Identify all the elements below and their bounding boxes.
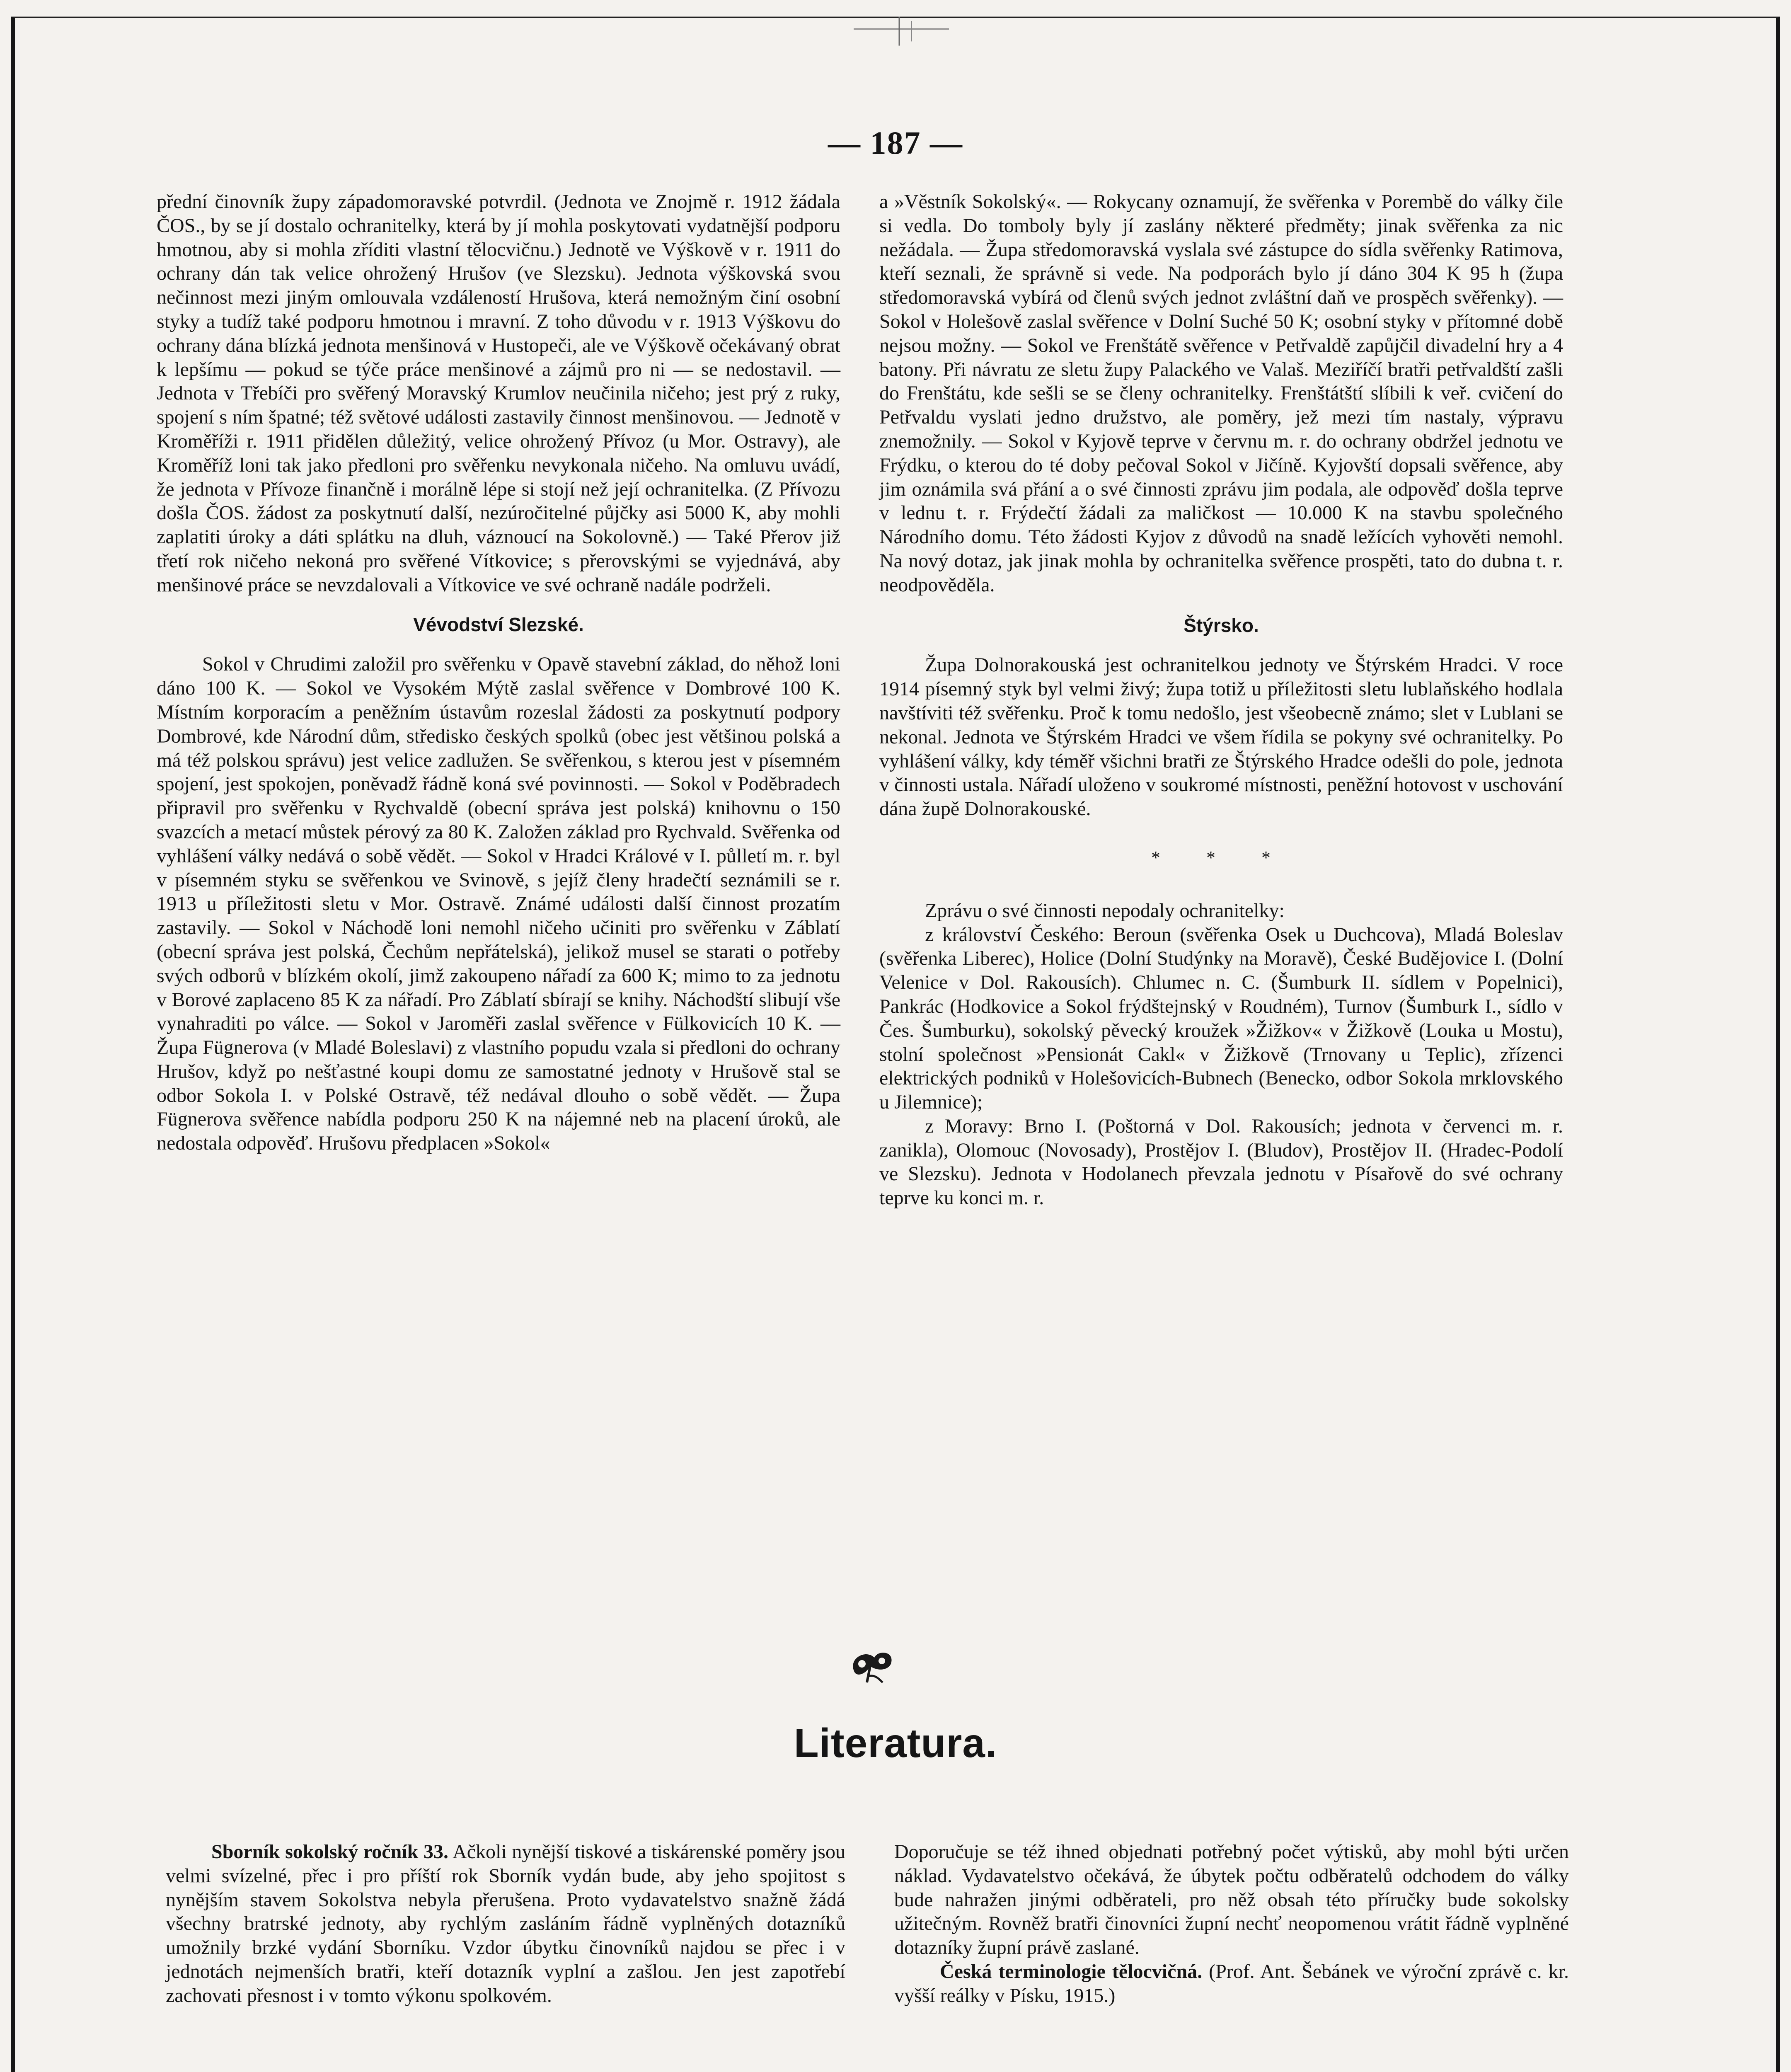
top-right-column (879, 190, 1563, 1210)
paragraph: Župa Dolnorakouská jest ochranitelkou jednoty ve Štýrském Hradci. V roce 1914 písemný styk byl velmi živý; župa totiž u příležitosti sletu lublaňského hodlala navštíviti též svěřenku. Proč k tomu nedošlo, jest všeobecně známo; slet v Lublani se nekonal. Jednota ve Štýrském Hradci ve všem řídila se pokyny své ochranitelky. Po vyhlášení války, kdy téměř všichni bratři ze Štýrského Hradce odešli do pole, jednota v činnosti ustala. Nářadí uloženo v soukromé místnosti, peněžní hotovost v uschování dána župě Dolnorakouské. (879, 654, 1563, 820)
section-heading-silesia: Vévodství Slezské. (413, 613, 584, 635)
paragraph: přední činovník župy západomoravské potvrdil. (Jednota ve Znojmě r. 1912 žádala ČOS., by se jí dostalo ochranitelky, která by jí mohla poskytovati vydatnější podporu hmotnou, aby si mohla zříditi vlastní tělocvičnu.) Jednotě ve Výškově v r. 1911 do ochrany dán tak velice ohrožený Hrušov (ve Slezsku). Jednota výškovská svou nečinnost mezi jiným omlouvala vzdáleností Hrušova, která nemožným činí osobní styky a tudíž také podporu hmotnou i mravní. Z toho důvodu v r. 1913 Výškovu do ochrany dána blízká jednota menšinová v Hustopeči, ale ve Výškově očekávaný obrat k lepšímu — pokud se týče práce menšinové a zájmů pro ni — se nedostavil. — Jednota v Třebíči pro svěřený Moravský Krumlov neučinila ničeho; jest prý z ruky, spojení s ním špatné; též světové události zastavily činnost menšinovou. — Jednotě v Kroměříži r. 1911 přidělen důležitý, velice ohrožený Přívoz (u Mor. Ostravy), ale Kroměříž loni tak jako předloni pro svěřenku nevykonala ničeho. Na omluvu uvádí, že jednota v Přívoze finančně i morálně lépe si stojí než její ochranitelka. (Z Přívozu došla ČOS. žádost za poskytnutí další, nezúročitelné půjčky asi 5000 K, aby mohli zaplatiti úroky a dáti splátku na dluh, váznoucí na Sokolovně.) — Také Přerov již třetí rok ničeho nekoná pro svěřené Vítkovice; s přerovskými se vyjednává, aby menšinové práce se nevzdalovali a Vítkovice ve své ochraně nadále podrželi. (157, 191, 840, 596)
page-number: — 187 — (828, 125, 963, 161)
paragraph: z Moravy: Brno I. (Poštorná v Dol. Rakousích; jednota v červenci m. r. zanikla), Olomouc (Novosady), Prostějov I. (Bludov), Prostějov II. (Hradec-Podolí ve Slezsku). Jednota v Hodolanech převzala jednotu v Písařově do své ochrany teprve ku konci m. r. (879, 1115, 1563, 1209)
paragraph-text: Ačkoli nynější tiskové a tiskárenské poměry jsou velmi svízelné, přec i pro příští rok Sborník vydán bude, aby jeho spojitost s nynějším stavem Sokolstva nebyla přerušena. Proto vydavatelstvo snažně žádá všechny bratrské jednoty, aby rychlým zasláním řádně vyplněných dotazníků umožnily brzké vydání Sborníku. Vzdor úbytku činovníků najdou se přec i v jednotách nejmenších bratři, kteří dotazník vyplní a zašlou. Jen jest zapotřebí zachovati přesnost i v tomto výkonu spolkovém. (166, 1841, 845, 2007)
paragraph: Sokol v Chrudimi založil pro svěřenku v Opavě stavební základ, do něhož loni dáno 100 K. — Sokol ve Vysokém Mýtě zaslal svěřence v Dombrové 100 K. Místním korporacím a peněžním ústavům rozeslal žádosti za poskytnutí podpory Dombrové, kde Národní dům, středisko českých spolků (obec jest většinou polská a má též polskou správu) jest velice zadlužen. Se svěřenkou, s kterou jest v písemném spojení, jest spokojen, poněvadž řádně koná své povinnosti. — Sokol v Poděbradech připravil pro svěřenku v Rychvaldě (obecní správa jest polská) knihovnu o 150 svazcích a metací můstek pérový za 80 K. Založen základ pro Rychvald. Svěřenka od vyhlášení války nedává o sobě vědět. — Sokol v Hradci Králové v I. půlletí m. r. byl v písemném styku se svěřenkou ve Svinově, s jejíž členy hradečtí seznámili se r. 1913 u příležitosti sletu v Mor. Ostravě. Známé události další činnost prozatím zastavily. — Sokol v Náchodě loni nemohl ničeho učiniti pro svěřenku v Záblatí (obecní správa jest polská, Čechům nepřátelská), jelikož musel se starati o potřeby svých odborů v blízkém okolí, jimž zakoupeno nářadí za 600 K; mimo to za jednotu v Borové zaplaceno 85 K za nářadí. Pro Záblatí sbírají se knihy. Náchodští slibují vše vynahraditi po válce. — Sokol v Jaroměři zaslal svěřence v Fülkovicích 10 K. — Župa Fügnerova (v Mladé Boleslavi) z vlastního popudu vzala si předloni do ochrany Hrušov, když po nešťastné koupi domu ze samostatné jednoty v Hrušově stal se odbor Sokola I. v Polské Ostravě, též nedával dlouho o sobě vědět. — Župa Fügnerova svěřence nabídla podporu 250 K na nájemné neb na placení úroků, ale nedostala odpověď. Hrušovu předplacen »Sokol« (157, 653, 840, 1155)
literature-heading: Literatura. (794, 1720, 997, 1766)
literature-left-column (166, 1840, 845, 2008)
paragraph: z království Českého: Beroun (svěřenka Osek u Duchcova), Mladá Boleslav (svěřenka Liberec), Holice (Dolní Studýnky na Moravě), České Budějovice I. (Dolní Velenice v Dol. Rakousích). Chlumec n. C. (Šumburk II. sídlem v Popelnici), Pankrác (Hodkovice a Sokol frýdštejnský v Roudném), Turnov (Šumburk I., sídlo v Čes. Šumburku), sokolský pěvecký kroužek »Žižkov« v Žižkově (Louka u Mostu), stolní společnost »Pensionát Cakl« v Žižkově (Trnovany u Teplic), zřízenci elektrických podniků v Holešovicích-Bubnech (Benecko, odbor Sokola mrklovského u Jilemnice); (879, 923, 1563, 1113)
top-left-column (157, 190, 840, 1155)
paragraph: Doporučuje se též ihned objednati potřebný počet výtisků, aby mohl býti určen náklad. Vydavatelstvo očekává, že úbytek počtu odběratelů odchodem do války bude nahražen jinými odběrateli, pro něž obsah této příručky bude sokolsky užitečným. Rovněž bratři činovníci župní nechť neopomenou vrátit řádně vyplněné dotazníky župní právě zaslané. (894, 1841, 1569, 1959)
lead-title: Sborník sokolský ročník 33. (211, 1841, 449, 1863)
scan-marks (850, 17, 966, 50)
lead-title: Česká terminologie tělocvičná. (940, 1960, 1203, 1982)
section-heading-styria: Štýrsko. (1184, 614, 1259, 636)
report-intro: Zprávu o své činnosti nepodaly ochranitelky: (925, 899, 1285, 922)
paragraph-text: (Prof. Ant. Šebánek ve výroční zprávě c. kr. vyšší reálky v Písku, 1915.) (894, 1960, 1569, 2007)
literature-right-column (894, 1840, 1569, 2008)
paragraph: a »Věstník Sokolský«. — Rokycany oznamují, že svěřenka v Porembě do války čile si vedla. Do tomboly byly jí zaslány některé předměty; jinak svěřenka za nic nežádala. — Župa středomoravská vyslala své zástupce do sídla svěřenky Ratimova, kteří seznali, že správně si vede. Na podporách bylo jí dáno 304 K 95 h (župa středomoravská vybírá od členů svých jednot zvláštní daň ve prospěch svěřenky). — Sokol v Holešově zaslal svěřence v Dolní Suché 50 K; osobní styky v přítomné době nejsou možny. — Sokol ve Frenštátě svěřence v Petřvaldě zapůjčil divadelní hry a 4 batony. Při návratu ze sletu župy Palackého ve Valaš. Meziříčí bratři petřvaldští zašli do Frenštátu, kde sešli se se členy ochranitelky. Frenštátští slíbili k veř. cvičení do Petřvaldu vyslati jedno družstvo, ale poměry, jež mezi tím nastaly, výpravu znemožnily. — Sokol v Kyjově teprve v červnu m. r. do ochrany obdržel jednotu ve Frýdku, o kterou do té doby pečoval Sokol v Jičíně. Kyjovští dopsali svěřence, aby jim oznámila svá přání a o své činnosti zprávu jim podala, ale odpověď došla teprve v lednu t. r. Frýdečtí žádali za maličkost — 10.000 K na stavbu společného Národního domu. Této žádosti Kyjov z důvodů na snadě ležících vyhověti nemohl. Na nový dotaz, jak jinak mohla by ochranitelka svěřence prospěti, tato do dubna t. r. neodpověděla. (879, 191, 1563, 596)
section-divider-stars: * * * (1151, 847, 1291, 868)
floral-ornament-icon (845, 1641, 899, 1687)
